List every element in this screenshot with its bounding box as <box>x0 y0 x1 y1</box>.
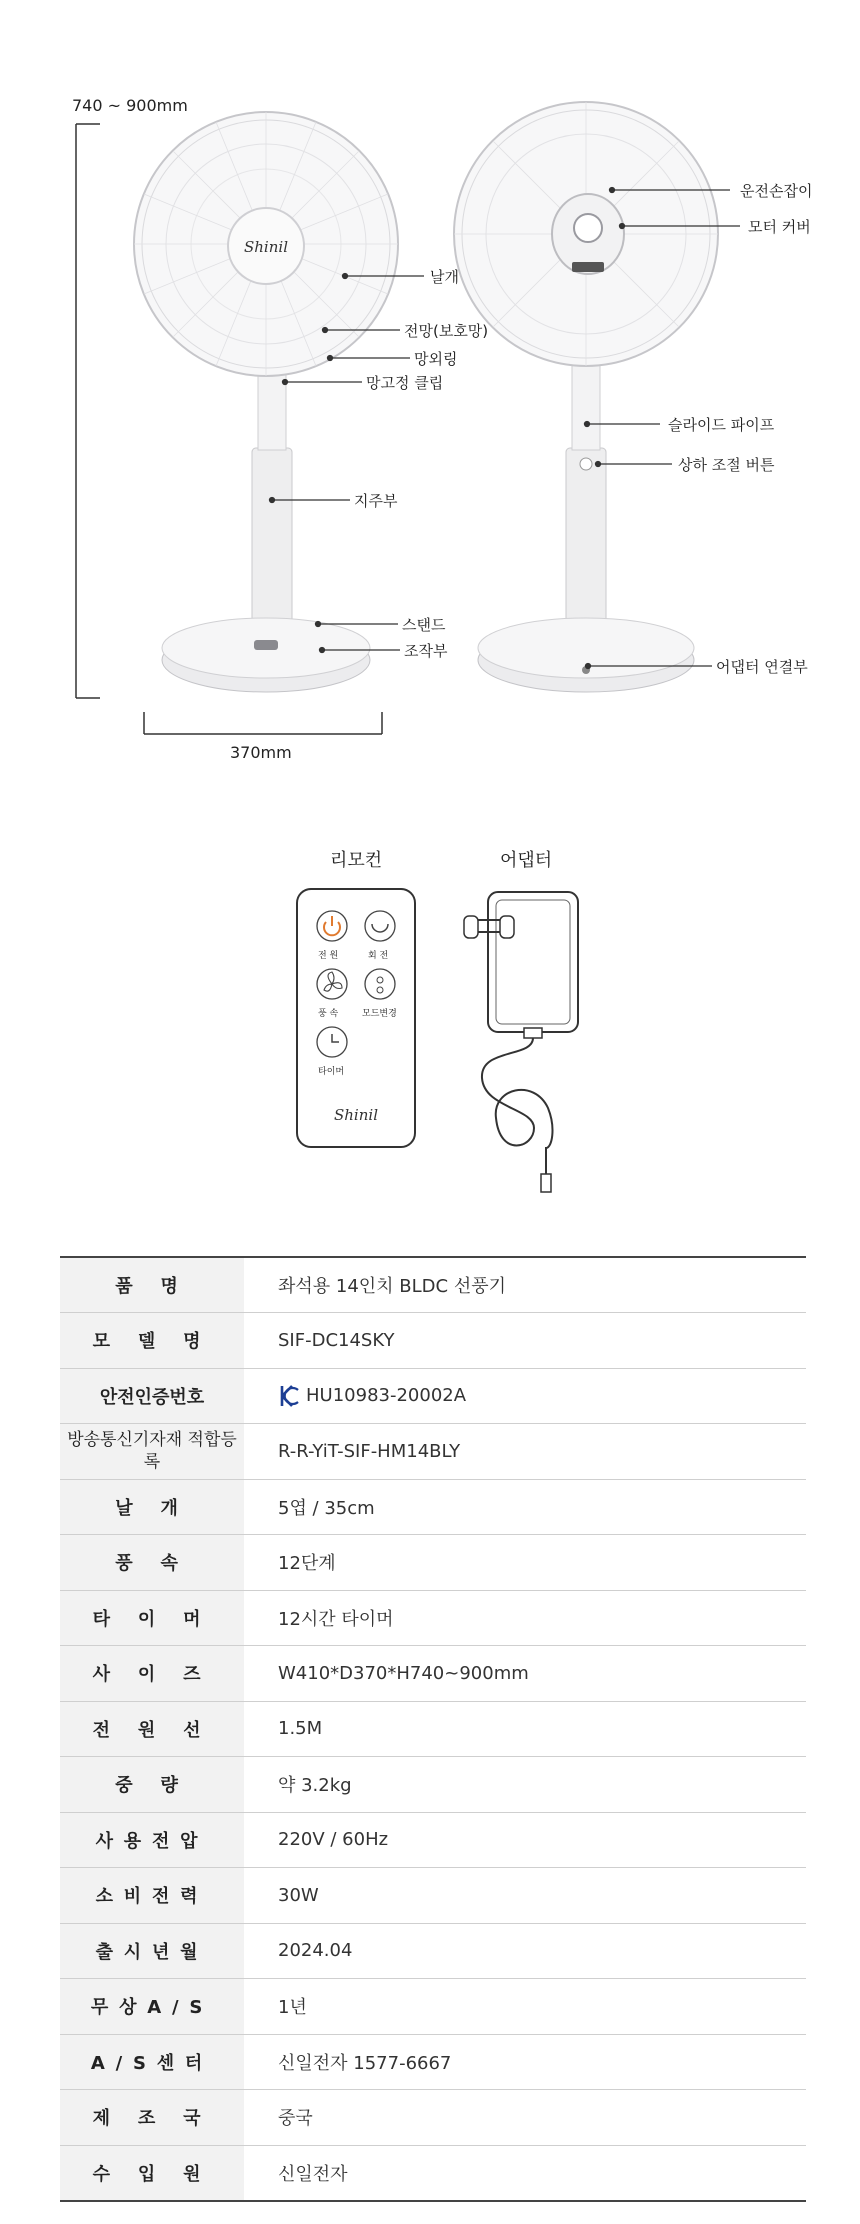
label-motor-cover: 모터 커버 <box>748 218 811 236</box>
spec-value: 1.5M <box>244 1701 806 1757</box>
spec-key: 출시년월 <box>60 1923 244 1979</box>
remote-btn-label-timer: 타이머 <box>318 1067 345 1077</box>
spec-value: 신일전자 1577-6667 <box>244 2034 806 2090</box>
remote-illustration <box>296 888 416 1150</box>
table-row <box>60 1923 806 1979</box>
spec-key: 방송통신기자재 적합등록 <box>60 1424 244 1480</box>
spec-key: A/S센터 <box>60 2034 244 2090</box>
spec-value: 5엽 / 35cm <box>244 1479 806 1535</box>
width-dimension-bracket <box>144 712 382 734</box>
adapter-title: 어댑터 <box>500 850 553 871</box>
label-guard-ring: 망외링 <box>414 350 458 368</box>
table-row <box>60 1368 806 1424</box>
svg-text:Shinil: Shinil <box>244 238 288 256</box>
spec-value: 중국 <box>244 2090 806 2146</box>
table-row <box>60 1313 806 1369</box>
label-adapter-port: 어댑터 연결부 <box>716 658 808 676</box>
spec-table <box>60 1256 806 2202</box>
label-front-guard: 전망(보호망) <box>404 322 489 340</box>
table-row <box>60 1424 806 1480</box>
table-row <box>60 2090 806 2146</box>
power-icon <box>317 911 347 941</box>
label-knob: 운전손잡이 <box>740 182 813 200</box>
spec-value: 좌석용 14인치 BLDC 선풍기 <box>244 1257 806 1313</box>
spec-value: 30W <box>244 1868 806 1924</box>
spec-value: SIF-DC14SKY <box>244 1313 806 1369</box>
table-row <box>60 1257 806 1313</box>
table-row <box>60 2034 806 2090</box>
rotate-icon <box>365 911 395 941</box>
table-row <box>60 1979 806 2035</box>
spec-key: 모 델 명 <box>60 1313 244 1369</box>
remote-btn-label-power: 전 원 <box>318 951 339 961</box>
spec-key: 사용전압 <box>60 1812 244 1868</box>
table-row <box>60 1646 806 1702</box>
label-stand: 스탠드 <box>402 616 446 634</box>
spec-value: 약 3.2kg <box>244 1757 806 1813</box>
fan-speed-icon <box>317 969 347 999</box>
spec-key: 타 이 머 <box>60 1590 244 1646</box>
mode-icon <box>365 969 395 999</box>
remote-title: 리모컨 <box>330 850 383 871</box>
width-dimension-label: 370mm <box>230 743 292 762</box>
table-row <box>60 1812 806 1868</box>
label-slide-pipe: 슬라이드 파이프 <box>668 416 775 434</box>
spec-key: 전 원 선 <box>60 1701 244 1757</box>
front-fan <box>134 112 398 692</box>
spec-value: 2024.04 <box>244 1923 806 1979</box>
kc-mark-icon <box>278 1384 300 1408</box>
spec-key: 수 입 원 <box>60 2145 244 2201</box>
table-row <box>60 1590 806 1646</box>
spec-value: HU10983-20002A <box>244 1368 806 1424</box>
spec-key: 제 조 국 <box>60 2090 244 2146</box>
spec-key: 무상A/S <box>60 1979 244 2035</box>
svg-text:Shinil: Shinil <box>334 1106 378 1124</box>
table-row <box>60 1868 806 1924</box>
label-pole: 지주부 <box>354 492 398 510</box>
table-row <box>60 1535 806 1591</box>
label-control: 조작부 <box>404 642 448 660</box>
spec-value: 12단계 <box>244 1535 806 1591</box>
spec-value: 220V / 60Hz <box>244 1812 806 1868</box>
spec-key: 중 량 <box>60 1757 244 1813</box>
spec-value: 1년 <box>244 1979 806 2035</box>
remote-btn-label-speed: 풍 속 <box>318 1009 339 1019</box>
timer-icon <box>317 1027 347 1057</box>
remote-btn-label-mode: 모드변경 <box>362 1009 397 1019</box>
spec-key: 안전인증번호 <box>60 1368 244 1424</box>
label-blade: 날개 <box>430 268 459 286</box>
spec-value: 12시간 타이머 <box>244 1590 806 1646</box>
spec-value: R-R-YiT-SIF-HM14BLY <box>244 1424 806 1480</box>
table-row <box>60 1479 806 1535</box>
table-row <box>60 1757 806 1813</box>
spec-key: 날 개 <box>60 1479 244 1535</box>
spec-value: 신일전자 <box>244 2145 806 2201</box>
remote-btn-label-rotate: 회 전 <box>368 951 389 961</box>
label-guard-clip: 망고정 클립 <box>366 374 444 392</box>
spec-key: 사 이 즈 <box>60 1646 244 1702</box>
height-dimension-bracket <box>76 124 100 698</box>
height-dimension-label: 740 ~ 900mm <box>72 96 188 115</box>
label-height-button: 상하 조절 버튼 <box>678 456 775 474</box>
adapter-illustration <box>460 878 590 1198</box>
table-row <box>60 2145 806 2201</box>
spec-value: W410*D370*H740~900mm <box>244 1646 806 1702</box>
spec-key: 풍 속 <box>60 1535 244 1591</box>
spec-key: 품 명 <box>60 1257 244 1313</box>
spec-key: 소비전력 <box>60 1868 244 1924</box>
table-row <box>60 1701 806 1757</box>
